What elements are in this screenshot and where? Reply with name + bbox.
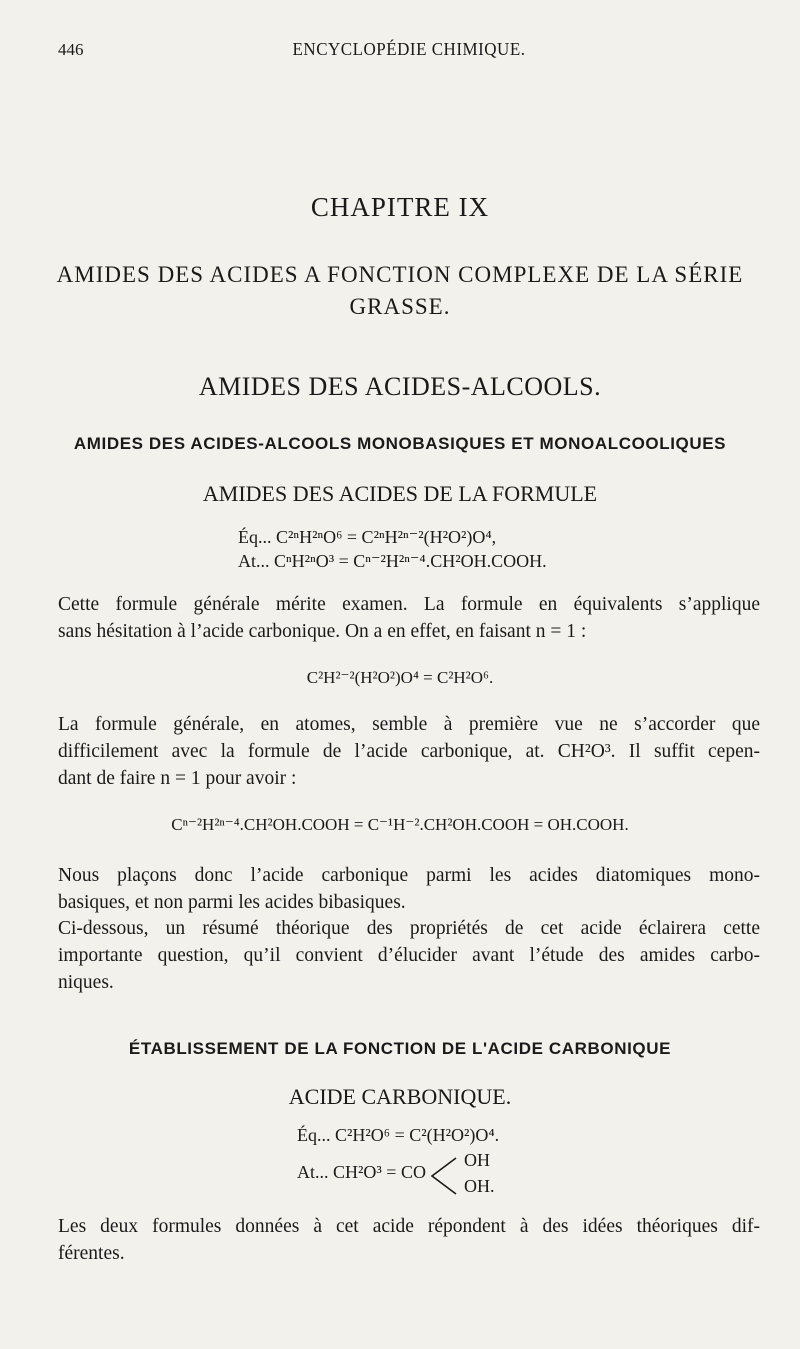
equation-atoms: Cⁿ⁻²H²ⁿ⁻⁴.CH²OH.COOH = C⁻¹H⁻².CH²OH.COOH = OH.COOH.: [171, 815, 629, 834]
page-header: [58, 40, 760, 64]
acide-hydroxyl-bottom: OH.: [464, 1176, 495, 1196]
paragraph-line: basiques, et non parmi les acides bibasiques.: [58, 892, 406, 913]
chapter-subtitle-line-2: GRASSE.: [349, 294, 451, 319]
subheading-monobasiques: AMIDES DES ACIDES-ALCOOLS MONOBASIQUES ET MONOALCOOLIQUES: [73, 434, 727, 453]
paragraph-4: [58, 915, 760, 996]
acide-formula-atoms: At... CH²O³ = CO: [297, 1162, 426, 1182]
formula-equivalents: Éq... C²ⁿH²ⁿO⁶ = C²ⁿH²ⁿ⁻²(H²O²)O⁴,: [238, 527, 497, 547]
acide-hydroxyl-top: OH: [464, 1150, 490, 1170]
chapter-subtitle-line-1: AMIDES DES ACIDES A FONCTION COMPLEXE DE LA SÉRIE: [56, 262, 744, 287]
paragraph-line: niques.: [58, 972, 114, 993]
equation-equivalents: C²H²⁻²(H²O²)O⁴ = C²H²O⁶.: [306, 668, 494, 687]
paragraph-line: Nous plaçons donc l’acide carbonique parmi les acides diatomiques mono-: [58, 865, 760, 886]
formula-heading: AMIDES DES ACIDES DE LA FORMULE: [202, 481, 598, 506]
paragraph-line: Les deux formules données à cet acide répondent à des idées théoriques dif-: [58, 1216, 760, 1237]
paragraph-2: [58, 711, 760, 792]
paragraph-line: difficilement avec la formule de l’acide carbonique, at. CH²O³. Il suffit cepen-: [58, 741, 760, 762]
acide-heading: ACIDE CARBONIQUE.: [288, 1084, 512, 1109]
running-title: ENCYCLOPÉDIE CHIMIQUE.: [292, 39, 526, 60]
paragraph-line: dant de faire n = 1 pour avoir :: [58, 768, 297, 789]
bond-bracket-icon: [428, 1152, 458, 1200]
paragraph-line: La formule générale, en atomes, semble à première vue ne s’accorder que: [58, 714, 760, 735]
paragraph-line: Cette formule générale mérite examen. La formule en équivalents s’applique: [58, 594, 760, 615]
page-number: 446: [58, 40, 84, 59]
paragraph-line: férentes.: [58, 1243, 125, 1264]
formula-atoms: At... CⁿH²ⁿO³ = Cⁿ⁻²H²ⁿ⁻⁴.CH²OH.COOH.: [238, 551, 547, 571]
subheading-etablissement: ÉTABLISSEMENT DE LA FONCTION DE L'ACIDE CARBONIQUE: [128, 1039, 672, 1058]
paragraph-line: sans hésitation à l’acide carbonique. On a en effet, en faisant n = 1 :: [58, 621, 587, 642]
paragraph-line: Ci-dessous, un résumé théorique des propriétés de cet acide éclairera cette: [58, 918, 760, 939]
paragraph-5: [58, 1213, 760, 1267]
paragraph-1: [58, 591, 760, 645]
paragraph-line: importante question, qu’il convient d’élucider avant l’étude des amides carbo-: [58, 945, 760, 966]
paragraph-3: [58, 862, 760, 916]
section-heading: AMIDES DES ACIDES-ALCOOLS.: [198, 372, 602, 401]
acide-formula-equivalents: Éq... C²H²O⁶ = C²(H²O²)O⁴.: [297, 1125, 500, 1145]
chapter-title: CHAPITRE IX: [310, 192, 490, 222]
